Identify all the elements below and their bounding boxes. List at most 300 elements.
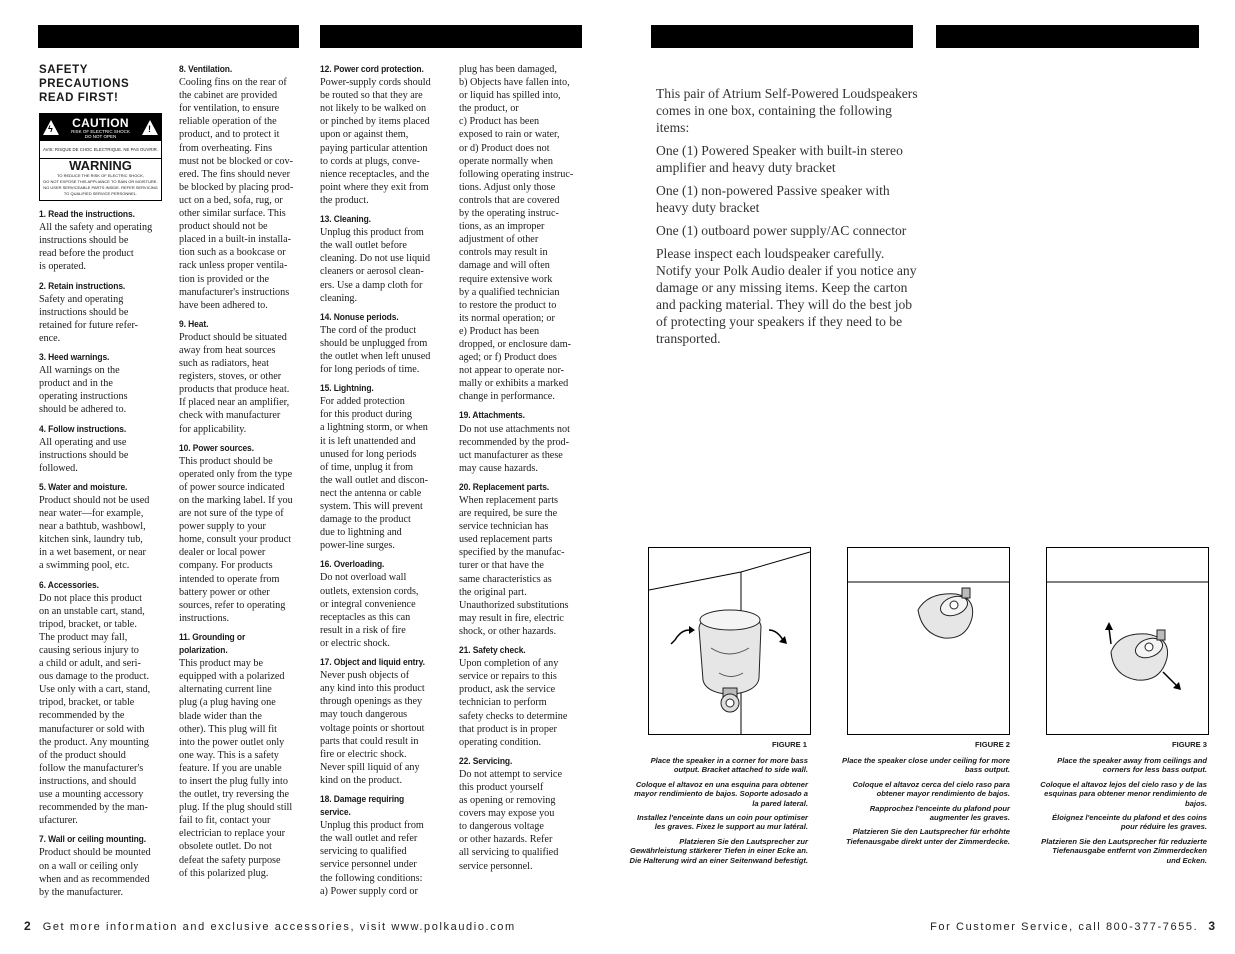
section-line: on the marking label. If you [179,495,293,506]
section-body [39,364,164,416]
safety-section [179,631,304,880]
section-line: paying particular attention [320,142,428,154]
section-line: Do not place this product [39,592,142,604]
section-line: by a qualified technician [459,286,560,298]
section-line: defeat the safety purpose [179,854,281,866]
intro-paragraph: One (1) outboard power supply/AC connector [656,223,907,238]
section-title: 5. Water and moisture. [39,481,128,492]
header-bar-1 [38,25,299,48]
safety-section [39,481,164,573]
section-line: due to lightning and [320,527,402,539]
section-body [459,423,584,475]
section-line: equipped with a polarized [179,671,285,683]
section-line: manufacturer or sold with [39,723,145,735]
safety-section [39,833,164,898]
section-body [320,819,445,898]
section-body [179,455,304,625]
column2-sections [179,63,304,880]
section-line: to restore the product to [459,299,557,311]
figure-2-captions [840,756,1010,851]
section-line: should be adhered to. [39,404,127,416]
section-line: of the product should [39,749,126,761]
section-line: or liquid has spilled into, [459,90,561,102]
figure-1-label: FIGURE 1 [771,740,807,749]
section-line: tions. Adjust only those [459,181,556,193]
figure-caption: Platzieren Sie den Lautsprecher für reduzierte Tiefenausgabe entfernt von Zimmerdecken und Ecken. [1041,836,1207,865]
section-line: intended to operate from [179,573,280,585]
section-line: aged; or f) Product does [459,352,557,364]
section-line: cleaning. Do not use liquid [320,253,431,265]
section-line: instructions should be [39,449,129,461]
figure-caption: Coloque el altavoz en una esquina para obtener mayor rendimiento de bajos. Soporte adosado a la pared lateral. [634,779,808,808]
section-line: check with manufacturer [179,410,281,422]
section-title: 17. Object and liquid entry. [320,657,425,668]
section-title: 19. Attachments. [459,410,525,421]
section-line: recommended by the man- [39,802,148,814]
section-line: through openings as they [320,696,423,708]
safety-section [320,558,445,650]
figure-caption: Éloignez l'enceinte du plafond et des coins pour réduire les graves. [1052,813,1207,832]
safety-heading-line: READ FIRST! [39,92,119,104]
section-line: plug (a plug having one [179,697,276,709]
section-line: operating condition. [459,736,542,748]
section-line: is operated. [39,261,86,273]
section-line: covers may expose you [459,808,555,820]
section-line: by the operating instruc- [459,208,559,220]
section-line: the product, or [459,103,519,115]
figure-3-label: FIGURE 3 [1171,740,1207,749]
section-body [459,494,584,638]
figure-caption: Coloque el altavoz lejos del cielo raso y de las esquinas para obtener menor rendimiento de bajos. [1040,779,1207,808]
section-line: instructions should be [39,235,129,247]
section-title: 16. Overloading. [320,559,385,570]
section-line: instructions should be [39,306,129,318]
section-line: following operating instruc- [459,168,574,180]
section-line: on an unstable cart, stand, [39,605,145,617]
section-line: Never spill liquid of any [320,761,420,773]
figure-caption: Rapprochez l'enceinte du plafond pour augmenter les graves. [869,803,1010,823]
section-line: the following conditions: [320,872,423,884]
section-line: specified by the manufac- [459,547,565,559]
figure-caption: Coloque el altavoz cerca del cielo raso para obtener mayor rendimiento de bajos. [852,779,1010,799]
section-body [320,395,445,552]
section-line: product should not be [179,221,268,233]
section-line: upon or against them, [320,129,409,141]
footer-right [930,919,1215,933]
ceiling-mount-speaker-illustration [848,548,1009,734]
warning-line: TO REDUCE THE RISK OF ELECTRIC SHOCK, [57,173,144,179]
section-line: safety checks to determine [459,710,568,722]
warning-line: DO NOT EXPOSE THIS APPLIANCE TO RAIN OR MOISTURE. [43,179,158,185]
section-line: require extensive work [459,273,553,285]
section-line: by the manufacturer. [39,886,124,898]
safety-heading-line: PRECAUTIONS [39,78,130,90]
section-body [39,494,164,573]
figure-1-captions [628,756,808,870]
section-line: kitchen sink, laundry tub, [39,534,143,546]
section-body [320,76,445,207]
safety-section [459,481,584,638]
section-line: have been adhered to. [179,299,268,311]
section-line: be blocked by placing prod- [179,181,294,193]
section-body [39,846,164,898]
section-line: feature. If you are unable [179,762,282,774]
section-body [320,226,445,305]
section-line: The cord of the product [320,324,417,336]
section-line: tripod, bracket, or table [39,697,135,709]
section-line: product, and to protect it [179,129,280,141]
section-line: or integral convenience [320,598,416,610]
section-line: tions, as an improper [459,221,545,233]
section-line: near a bathtub, washbowl, [39,521,146,533]
section-line: All warnings on the [39,365,120,377]
figure-2-illustration [847,547,1010,735]
section-body [320,669,445,787]
intro-paragraph: One (1) Powered Speaker with built-in stereo amplifier and heavy duty bracket [656,143,903,175]
section-line: from overheating. Fins [179,142,273,154]
section-line: Unplug this product from [320,227,424,239]
section-line: tion such as a bookcase or [179,247,286,259]
section-line: instructions, and should [39,775,137,787]
section-line: adjustment of other [459,234,539,246]
section-line: Product should be situated [179,331,287,343]
figure-3-illustration [1046,547,1209,735]
section-line: uct manufacturer as these [459,449,563,461]
section-line: turer or that have the [459,560,544,572]
section-body [459,63,584,403]
section-line: Product should be mounted [39,847,151,859]
footer-right-text: For Customer Service, call 800-377-7655. [930,921,1199,933]
section-title: 7. Wall or ceiling mounting. [39,834,147,845]
safety-section [179,442,304,625]
safety-section [39,351,164,416]
safety-section [320,63,445,207]
section-line: exposed to rain or water, [459,129,560,141]
section-line: may result in fire, electric [459,612,564,624]
low-bass-mount-speaker-illustration [1047,548,1208,734]
section-line: on a wall or ceiling only [39,860,139,872]
section-line: Upon completion of any [459,658,559,670]
section-line: For added protection [320,396,405,408]
section-line: electrician to replace your [179,828,286,840]
section-line: in a wet basement, or near [39,547,146,559]
section-line: receptacles as this can [320,611,411,623]
corner-mount-speaker-illustration [649,548,810,734]
section-line: be routed so that they are [320,90,423,102]
section-line: recommended by the [39,710,125,722]
figure-caption: Platzieren Sie den Lautsprecher für erhöhte Tiefenausgabe direkt unter der Zimmerdecke. [845,827,1010,846]
section-line: the wall outlet and refer [320,833,418,845]
safety-section [320,213,445,305]
section-line: shock, or other hazards. [459,625,557,637]
section-line: tion is provided or the [179,273,269,285]
section-line: controls that are covered [459,194,560,206]
figure-caption: Installez l'enceinte dans un coin pour optimiser les graves. Fixez le support au mur latéral. [636,813,808,832]
section-line: e) Product has been [459,325,540,337]
section-line: of this polarized plug. [179,867,269,879]
section-line: product and in the [39,378,113,390]
section-line: Never push objects of [320,670,410,682]
section-line: use a mounting accessory [39,789,144,801]
section-line: the product. Any mounting [39,736,149,748]
section-line: away from heat sources [179,344,276,356]
section-line: controls may result in [459,247,548,259]
header-bar-3 [651,25,913,48]
section-line: result in a risk of fire [320,624,406,636]
page-number-right: 3 [1208,919,1215,933]
section-title: 8. Ventilation. [179,64,233,74]
lightning-warning-icon: ϟ [43,120,59,135]
section-line: any kind into this product [320,683,425,695]
section-line: nience receptacles, and the [320,168,430,180]
section-line: home, consult your product [179,534,292,546]
exclamation-warning-icon: ! [142,120,158,135]
section-body [179,331,304,436]
safety-section [459,409,584,474]
section-line: instructions. [179,612,230,624]
section-line: registers, stoves, or other [179,371,282,383]
section-line: rack unless proper ventila- [179,260,288,272]
section-line: battery power or other [179,586,270,598]
caution-sub: RISK OF ELECTRIC SHOCK [71,128,130,134]
section-title: 1. Read the instructions. [39,209,135,220]
section-line: ers. Use a damp cloth for [320,279,423,291]
section-line: may touch dangerous [320,709,408,721]
section-line: of power source indicated [179,481,285,493]
warning-text [40,173,161,200]
warning-line: TO QUALIFIED SERVICE PERSONNEL. [63,191,138,197]
section-line: plug has been damaged, [459,64,557,75]
safety-section [39,280,164,345]
section-title: 2. Retain instructions. [39,280,126,291]
section-line: technician to perform [459,697,547,709]
intro-paragraph: This pair of Atrium Self-Powered Loudspeakers comes in one box, containing the following items: [656,86,918,135]
section-line: placed in a built-in installa- [179,234,292,246]
section-line: that product is in proper [459,723,557,735]
figure-caption: Place the speaker in a corner for more bass output. Bracket attached to side wall. [650,756,808,775]
section-line: recommended by the prod- [459,436,570,448]
section-line: when and as recommended [39,873,150,885]
header-bar-2 [320,25,582,48]
section-line: such as radiators, heat [179,358,269,370]
safety-section [320,382,445,552]
section-body [39,436,164,475]
section-line: Do not overload wall [320,572,407,584]
section-line: it is left unattended and [320,435,416,447]
section-line: sources, refer to operating [179,599,286,611]
package-contents-intro [656,85,918,353]
avis-line: AVIS: RISQUE DE CHOC ELECTRIQUE. NE PAS OUVRIR. [40,141,161,159]
section-line: operated only from the type [179,468,293,480]
safety-section [459,755,584,873]
section-line: for ventilation, to ensure [179,103,280,115]
caution-warning-label [39,113,162,201]
section-title: 6. Accessories. [39,579,99,590]
section-line: alternating current line [179,684,272,696]
section-line: fail to fit, contact your [179,815,271,827]
section-line: All the safety and operating [39,222,153,234]
section-line: outlets, extension cords, [320,585,419,597]
warning-word: WARNING [69,158,132,174]
section-line: service personnel. [459,860,533,872]
section-line: damage to the product [320,514,411,526]
section-line: must not be blocked or cov- [179,155,294,167]
caution-word: CAUTION [72,115,129,130]
safety-section [320,793,445,898]
section-title: 13. Cleaning. [320,214,371,225]
figure-1-illustration [648,547,811,735]
section-line: for applicability. [179,423,247,435]
section-line: operating instructions [39,391,128,403]
safety-section [39,579,164,828]
section-line: follow the manufacturer's [39,762,144,774]
section-line: or d) Product does not [459,142,550,154]
section-title: 12. Power cord protection. [320,64,424,74]
section-line: Unplug this product from [320,820,424,832]
section-body [39,221,164,273]
section-line: This product should be [179,455,273,467]
safety-heading [39,63,164,105]
section-line: its normal operation; or [459,312,555,324]
section-body [320,571,445,650]
section-line: are not sure of the type of [179,508,284,520]
section-line: used replacement parts [459,534,553,546]
section-line: the wall outlet before [320,240,407,252]
section-line: Do not attempt to service [459,768,562,780]
section-body [39,592,164,828]
section-line: Use only with a cart, stand, [39,684,151,696]
section-line: power supply to your [179,521,266,533]
section-line: parts that could result in [320,735,419,747]
section-line: may cause hazards. [459,462,538,474]
figure-caption: Place the speaker away from ceilings and corners for less bass output. [1057,756,1207,775]
section-line: the cabinet are provided [179,90,278,102]
section-line: retained for future refer- [39,319,139,331]
section-line: into the power outlet only [179,736,285,748]
section-line: should be unplugged from [320,337,428,349]
section-line: power-line surges. [320,540,395,552]
section-line: other). This plug will fit [179,723,277,735]
section-line: a) Power supply cord or [320,885,418,897]
section-line: cleaning. [320,292,358,304]
safety-section [179,318,304,436]
section-line: Product should not be used [39,494,150,506]
section-title: 18. Damage requiring service. [320,793,405,818]
intro-paragraph: One (1) non-powered Passive speaker with heavy duty bracket [656,183,890,215]
section-title: 11. Grounding or polarization. [179,631,246,656]
section-title: 4. Follow instructions. [39,423,127,434]
section-line: near water—for example, [39,508,144,520]
section-line: cleaners or aerosol clean- [320,266,424,278]
section-line: followed. [39,462,78,474]
section-line: c) Product has been [459,116,540,128]
section-line: obsolete outlet. Do not [179,841,272,853]
section-title: 10. Power sources. [179,442,254,453]
section-line: The product may fall, [39,631,128,643]
section-line: mally or exhibits a marked [459,378,569,390]
section-line: or other hazards. Refer [459,834,553,846]
section-line: Power-supply cords should [320,77,431,89]
section-line: point where they exit from [320,181,429,193]
section-line: tripod, bracket, or table. [39,618,137,630]
section-line: Unauthorized substitutions [459,599,569,611]
section-line: plug. If the plug should still [179,802,293,814]
section-line: unused for long periods [320,448,417,460]
safety-column-3 [320,63,445,904]
section-line: voltage points or shortout [320,722,425,734]
section-body [179,657,304,880]
section-line: causing serious injury to [39,645,139,656]
section-line: or pinched by items placed [320,116,430,128]
section-line: all servicing to qualified [459,847,559,859]
section-line: read before the product [39,248,134,260]
section-body [459,768,584,873]
section-line: This product may be [179,658,264,670]
section-line: or electric shock. [320,637,390,649]
section-line: ufacturer. [39,815,78,827]
section-line: blade wider than the [179,710,262,722]
section-line: kind on the product. [320,774,403,786]
caution-sub: DO NOT OPEN [84,133,117,139]
footer-left-text: Get more information and exclusive accessories, visit www.polkaudio.com [42,921,516,933]
section-line: dealer or local power [179,547,266,559]
header-bar-4 [936,25,1199,48]
section-line: dropped, or enclosure dam- [459,338,572,350]
section-line: ence. [39,332,61,344]
safety-column-1 [39,63,164,905]
intro-paragraph: Please inspect each loudspeaker carefully. Notify your Polk Audio dealer if you notice any damage or any missing items. Keep the carton and packing material. They will do the best job of protecting your speakers if they need to be transported. [656,246,917,346]
section-line: of time, unplug it from [320,461,414,473]
section-line: Safety and operating [39,293,124,305]
section-line: the product. [320,194,369,206]
section-line: uct on a bed, sofa, rug, or [179,194,283,206]
section-line: a swimming pool, etc. [39,560,130,572]
section-line: manufacturer's instructions [179,286,290,298]
section-line: not likely to be walked on [320,103,427,115]
section-line: fire or electric shock. [320,748,407,760]
section-line: All operating and use [39,436,127,448]
figure-caption: Place the speaker close under ceiling for more bass output. [842,756,1010,775]
section-line: change in performance. [459,391,555,403]
safety-section [39,423,164,475]
figure-caption: Platzieren Sie den Lautsprecher zur Gewährleistung stärkerer Tiefen in einer Ecke an. Die Halterung wird an einer Seitenwand befestigt. [629,836,808,865]
section-line: service personnel under [320,859,417,871]
safety-column-4 [459,63,584,879]
section-line: ous damage to the product. [39,671,150,683]
section-line: to insert the plug fully into [179,775,288,787]
safety-column-2 [179,63,304,886]
section-line: the wall outlet and discon- [320,474,429,486]
section-line: Do not use attachments not [459,423,570,435]
warning-line: NO USER SERVICEABLE PARTS INSIDE. REFER SERVICING [43,185,158,191]
column3-sections [320,63,445,898]
figure-2-label: FIGURE 2 [974,740,1010,749]
section-line: servicing to qualified [320,846,407,858]
section-line: nect the antenna or cable [320,487,422,499]
safety-section [459,63,584,403]
section-title: 9. Heat. [179,318,209,329]
section-line: products that produce heat. [179,384,290,396]
section-line: ered. The fins should never [179,168,290,180]
section-line: this product yourself [459,781,544,793]
footer-left [24,919,516,933]
section-title: 20. Replacement parts. [459,481,550,492]
section-line: reliable operation of the [179,116,277,128]
section-line: operate normally when [459,155,553,167]
section-line: are required, be sure the [459,508,558,520]
section-title: 22. Servicing. [459,755,513,766]
section-line: to cords at plugs, conve- [320,155,420,167]
